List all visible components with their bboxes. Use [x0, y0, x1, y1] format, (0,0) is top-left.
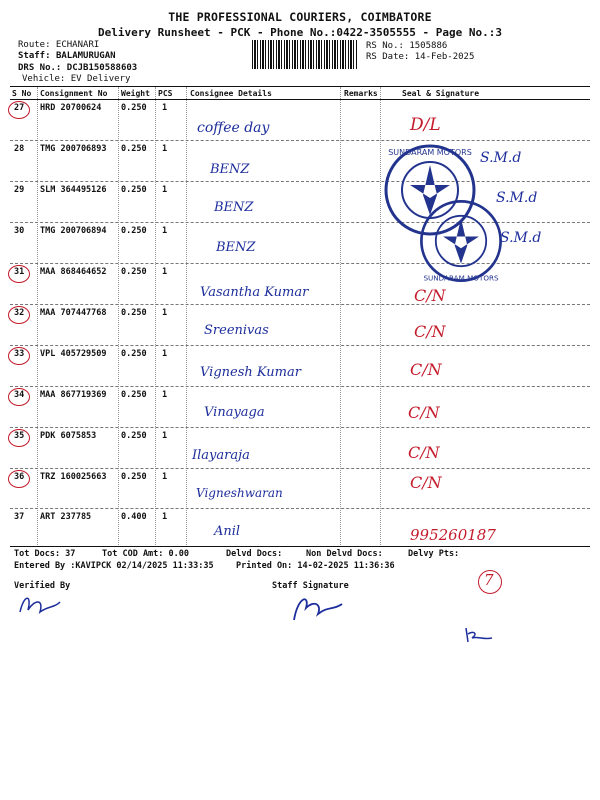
- row-pcs: 1: [162, 267, 168, 277]
- delivery-points: Delvy Pts:: [408, 549, 460, 559]
- row-signature: 9952601​87: [410, 526, 496, 544]
- initials-scribble: [462, 624, 502, 646]
- row-consignee: BENZ: [216, 240, 256, 255]
- row-pcs: 1: [162, 472, 168, 482]
- row-pcs: 1: [162, 103, 168, 113]
- row-separator: [10, 140, 590, 141]
- row-sno: 28: [14, 144, 25, 154]
- row-consignment: PDK 6075853: [40, 431, 97, 441]
- vehicle: Vehicle: EV Delivery: [22, 74, 131, 84]
- row-pcs: 1: [162, 185, 168, 195]
- row-consignee: Vigneshwaran: [196, 486, 283, 500]
- drs-number: [18, 63, 137, 73]
- stamp-text: SUNDARAM MOTORS: [388, 148, 472, 157]
- row-sno: 35: [14, 431, 25, 441]
- entered-by: Entered By :KAVIPCK 02/14/2025 11:33:35: [14, 561, 214, 571]
- row-separator: [10, 427, 590, 428]
- row-pcs: 1: [162, 390, 168, 400]
- drs-value: DCJB150588603: [66, 63, 138, 73]
- row-pcs: 1: [162, 308, 168, 318]
- row-weight: 0.250: [121, 472, 147, 482]
- row-consignee: BENZ: [214, 200, 254, 215]
- col-weight: Weight: [121, 89, 150, 98]
- row-sno: 32: [14, 308, 25, 318]
- col-sno: S No: [12, 89, 32, 98]
- total-docs: Tot Docs: 37: [14, 549, 76, 559]
- row-signature: S.M.d: [500, 230, 542, 246]
- row-sno: 31: [14, 267, 25, 277]
- staff-signature: [288, 590, 348, 626]
- row-separator: [10, 468, 590, 469]
- row-weight: 0.250: [121, 431, 147, 441]
- col-divider: [340, 87, 341, 547]
- non-delivered-docs: Non Delvd Docs:: [306, 549, 383, 559]
- row-consignee: Anil: [214, 524, 241, 539]
- row-consignment: MAA 868464652: [40, 267, 107, 277]
- row-consignee: Sreenivas: [204, 323, 269, 338]
- row-pcs: 1: [162, 349, 168, 359]
- staff-signature-label: Staff Signature: [272, 581, 349, 591]
- verifier-signature: [14, 590, 74, 620]
- row-weight: 0.250: [121, 103, 147, 113]
- row-separator: [10, 345, 590, 346]
- document-title: THE PROFESSIONAL COURIERS, COIMBATORE: [168, 10, 432, 24]
- row-signature: D/L: [410, 115, 441, 135]
- row-sno: 37: [14, 512, 25, 522]
- row-weight: 0.250: [121, 390, 147, 400]
- barcode: [252, 40, 357, 69]
- row-consignment: TRZ 160025663: [40, 472, 107, 482]
- col-divider: [155, 87, 156, 547]
- col-seal-signature: Seal & Signature: [402, 89, 480, 98]
- row-pcs: 1: [162, 226, 168, 236]
- row-weight: 0.400: [121, 512, 147, 522]
- row-weight: 0.250: [121, 185, 147, 195]
- col-pcs: PCS: [158, 89, 173, 98]
- row-signature: S.M.d: [480, 150, 522, 166]
- row-sno: 29: [14, 185, 25, 195]
- printed-on: Printed On: 14-02-2025 11:36:36: [236, 561, 395, 571]
- total-cod-amount: Tot COD Amt: 0.00: [102, 549, 189, 559]
- col-divider: [37, 87, 38, 547]
- row-signature: C/N: [408, 403, 440, 422]
- row-consignment: TMG 200706893: [40, 144, 107, 154]
- row-consignment: TMG 200706894: [40, 226, 107, 236]
- row-consignee: BENZ: [210, 162, 250, 177]
- table-bottom-rule: [10, 546, 590, 547]
- rs-date: RS Date: 14-Feb-2025: [366, 52, 475, 62]
- row-pcs: 1: [162, 144, 168, 154]
- row-sno: 33: [14, 349, 25, 359]
- runsheet-subtitle: Delivery Runsheet - PCK - Phone No.:0422-3505555 - Page No.:3: [98, 26, 502, 39]
- col-divider: [118, 87, 119, 547]
- row-consignee: Vinayaga: [204, 405, 265, 420]
- stamp-text: SUNDARAM MOTORS: [423, 273, 499, 283]
- row-weight: 0.250: [121, 349, 147, 359]
- staff-value: BALAMURUGAN: [55, 51, 116, 61]
- row-weight: 0.250: [121, 226, 147, 236]
- row-separator: [10, 508, 590, 509]
- row-signature: C/N: [408, 443, 440, 462]
- row-signature: C/N: [410, 473, 442, 492]
- row-consignee: coffee day: [197, 120, 270, 136]
- rs-number: RS No.: 1505886: [366, 41, 448, 51]
- drs-label: DRS No.:: [18, 63, 62, 73]
- row-consignee: Ilayaraja: [192, 448, 250, 463]
- row-consignee: Vignesh Kumar: [200, 365, 301, 380]
- row-sno: 34: [14, 390, 25, 400]
- col-remarks: Remarks: [344, 89, 378, 98]
- row-consignment: MAA 707447768: [40, 308, 107, 318]
- row-consignment: MAA 867719369: [40, 390, 107, 400]
- row-consignee: Vasantha Kumar: [200, 285, 309, 300]
- row-consignment: VPL 405729509: [40, 349, 107, 359]
- col-divider: [186, 87, 187, 547]
- row-weight: 0.250: [121, 144, 147, 154]
- row-signature: C/N: [414, 286, 446, 305]
- row-pcs: 1: [162, 512, 168, 522]
- row-consignment: HRD 20700624: [40, 103, 102, 113]
- row-signature: C/N: [414, 322, 446, 341]
- row-sno: 27: [14, 103, 25, 113]
- sno-circle-mark: [8, 101, 30, 119]
- row-consignment: SLM 364495126: [40, 185, 107, 195]
- delivered-docs: Delvd Docs:: [226, 549, 283, 559]
- row-separator: [10, 181, 590, 182]
- circled-number: 7: [484, 571, 494, 589]
- row-weight: 0.250: [121, 308, 147, 318]
- verified-by-label: Verified By: [14, 581, 71, 591]
- row-signature: S.M.d: [496, 190, 538, 206]
- row-pcs: 1: [162, 431, 168, 441]
- row-consignment: ART 237785: [40, 512, 92, 522]
- company-stamp: [416, 196, 506, 286]
- table-header-rule: [10, 99, 590, 100]
- row-sno: 36: [14, 472, 25, 482]
- row-separator: [10, 304, 590, 305]
- route: Route: ECHANARI: [18, 40, 100, 50]
- row-signature: C/N: [410, 360, 442, 379]
- table-top-rule: [10, 86, 590, 87]
- staff: [18, 51, 116, 61]
- col-consignee: Consignee Details: [190, 89, 272, 98]
- row-weight: 0.250: [121, 267, 147, 277]
- staff-label: Staff:: [18, 51, 51, 61]
- row-separator: [10, 386, 590, 387]
- col-consignment: Consignment No: [40, 89, 108, 98]
- row-sno: 30: [14, 226, 25, 236]
